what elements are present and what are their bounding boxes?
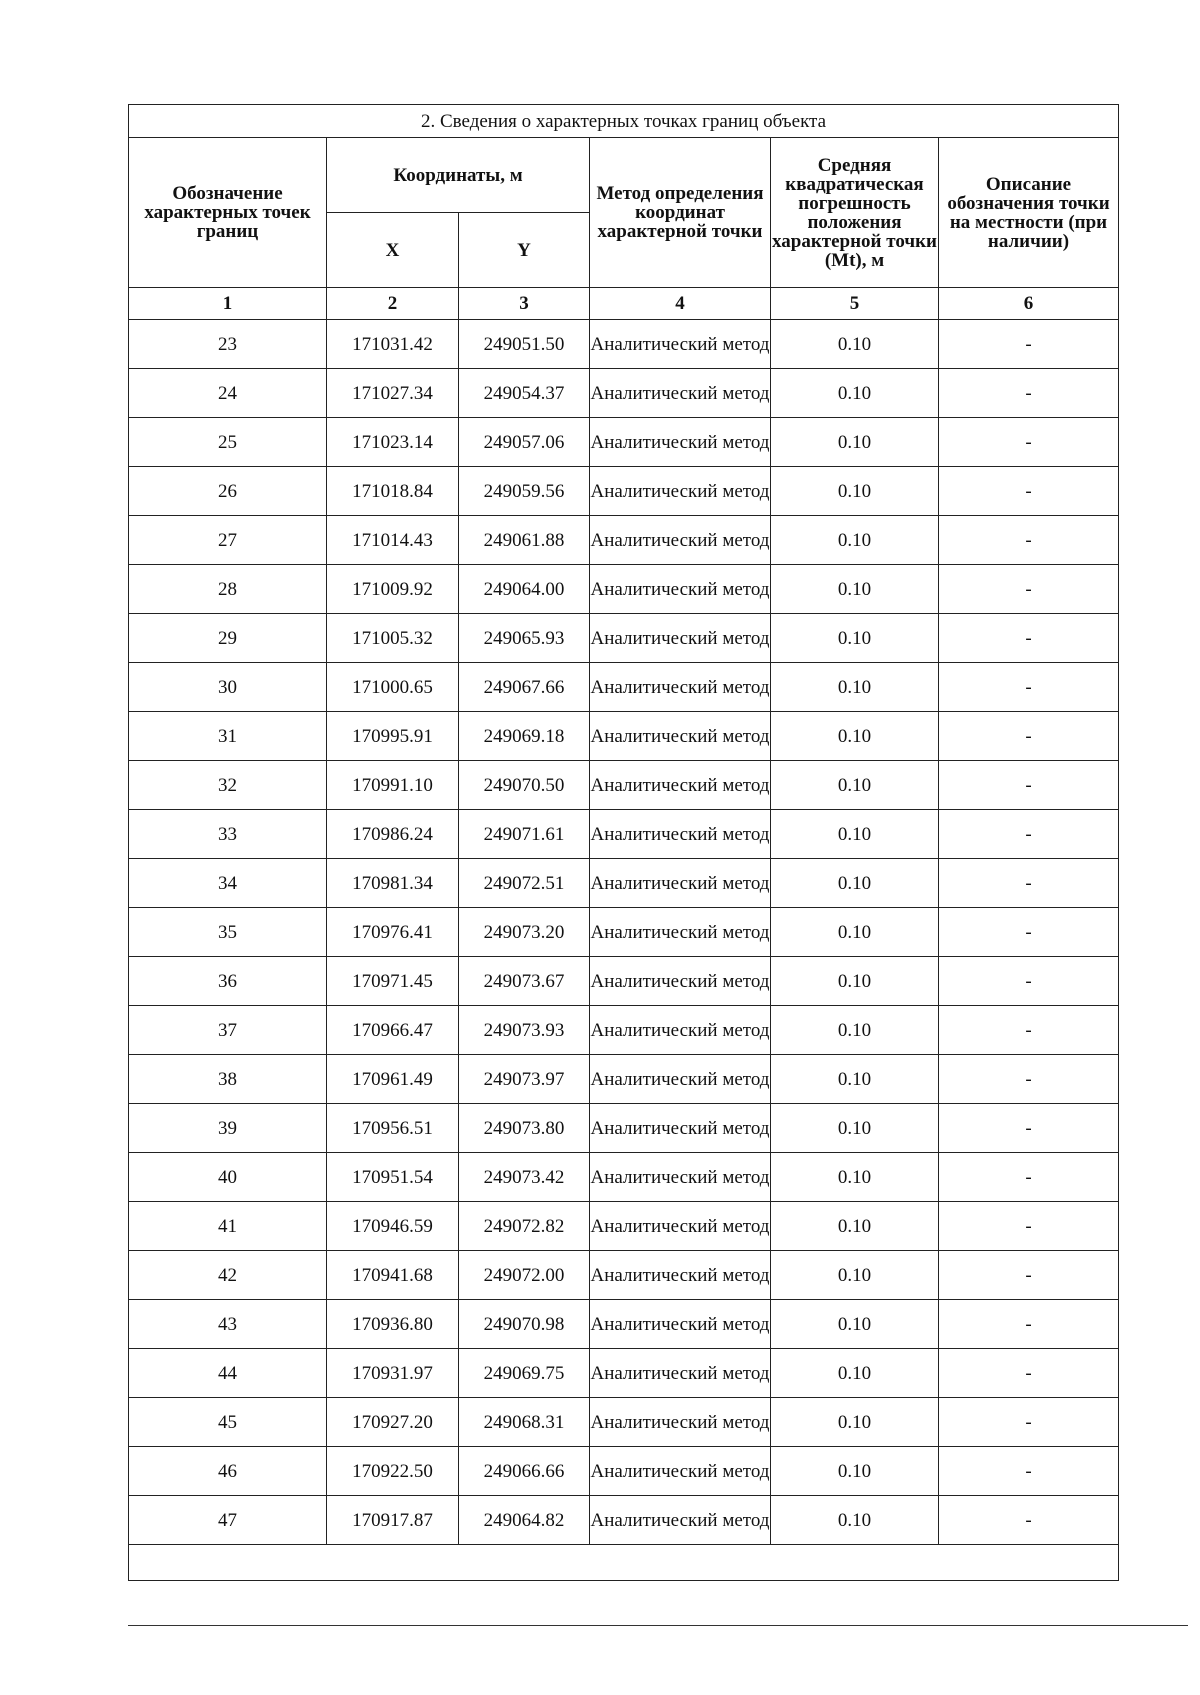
mean-error-cell: 0.10 [771,663,939,712]
mean-error-cell: 0.10 [771,516,939,565]
mean-error-cell: 0.10 [771,810,939,859]
point-number-cell: 33 [129,810,327,859]
column-number: 3 [459,288,590,320]
point-number-cell: 29 [129,614,327,663]
method-cell: Аналитический метод [590,1349,771,1398]
point-number-cell: 25 [129,418,327,467]
method-cell: Аналитический метод [590,369,771,418]
table-row [129,1349,1119,1398]
footer-rule [128,1625,1188,1626]
description-cell: - [939,712,1119,761]
method-cell: Аналитический метод [590,320,771,369]
point-number-cell: 35 [129,908,327,957]
table-row [129,1251,1119,1300]
x-coordinate-cell: 170991.10 [327,761,459,810]
method-cell: Аналитический метод [590,1447,771,1496]
method-cell: Аналитический метод [590,614,771,663]
point-number-cell: 41 [129,1202,327,1251]
table-row [129,908,1119,957]
mean-error-cell: 0.10 [771,1055,939,1104]
column-number: 1 [129,288,327,320]
point-number-cell: 34 [129,859,327,908]
x-coordinate-cell: 170956.51 [327,1104,459,1153]
mean-error-cell: 0.10 [771,1300,939,1349]
description-cell: - [939,1398,1119,1447]
method-cell: Аналитический метод [590,1496,771,1545]
mean-error-cell: 0.10 [771,761,939,810]
blank-cell [129,1545,1119,1581]
header-x: X [327,213,459,288]
y-coordinate-cell: 249059.56 [459,467,590,516]
header-y: Y [459,213,590,288]
method-cell: Аналитический метод [590,1300,771,1349]
x-coordinate-cell: 170951.54 [327,1153,459,1202]
x-coordinate-cell: 171031.42 [327,320,459,369]
description-cell: - [939,1447,1119,1496]
x-coordinate-cell: 170986.24 [327,810,459,859]
mean-error-cell: 0.10 [771,614,939,663]
description-cell: - [939,810,1119,859]
method-cell: Аналитический метод [590,859,771,908]
table-row [129,761,1119,810]
description-cell: - [939,1153,1119,1202]
mean-error-cell: 0.10 [771,369,939,418]
description-cell: - [939,614,1119,663]
x-coordinate-cell: 170966.47 [327,1006,459,1055]
mean-error-cell: 0.10 [771,1349,939,1398]
mean-error-cell: 0.10 [771,1398,939,1447]
point-number-cell: 43 [129,1300,327,1349]
y-coordinate-cell: 249066.66 [459,1447,590,1496]
method-cell: Аналитический метод [590,1104,771,1153]
method-cell: Аналитический метод [590,418,771,467]
x-coordinate-cell: 170946.59 [327,1202,459,1251]
mean-error-cell: 0.10 [771,418,939,467]
description-cell: - [939,1300,1119,1349]
description-cell: - [939,859,1119,908]
table-row [129,957,1119,1006]
header-point-designation: Обозначение характерных точек границ [129,138,327,288]
method-cell: Аналитический метод [590,565,771,614]
x-coordinate-cell: 171027.34 [327,369,459,418]
table-row [129,1202,1119,1251]
table-row [129,1496,1119,1545]
point-number-cell: 42 [129,1251,327,1300]
description-cell: - [939,908,1119,957]
method-cell: Аналитический метод [590,761,771,810]
point-number-cell: 46 [129,1447,327,1496]
y-coordinate-cell: 249067.66 [459,663,590,712]
y-coordinate-cell: 249070.98 [459,1300,590,1349]
description-cell: - [939,418,1119,467]
x-coordinate-cell: 170936.80 [327,1300,459,1349]
y-coordinate-cell: 249064.82 [459,1496,590,1545]
column-number: 5 [771,288,939,320]
y-coordinate-cell: 249051.50 [459,320,590,369]
table-row [129,810,1119,859]
y-coordinate-cell: 249069.75 [459,1349,590,1398]
point-number-cell: 28 [129,565,327,614]
table-row [129,1104,1119,1153]
y-coordinate-cell: 249070.50 [459,761,590,810]
column-number: 4 [590,288,771,320]
point-number-cell: 27 [129,516,327,565]
y-coordinate-cell: 249073.97 [459,1055,590,1104]
x-coordinate-cell: 171005.32 [327,614,459,663]
description-cell: - [939,1104,1119,1153]
point-number-cell: 26 [129,467,327,516]
table-row [129,614,1119,663]
method-cell: Аналитический метод [590,663,771,712]
table-row [129,320,1119,369]
table-row [129,1153,1119,1202]
point-number-cell: 39 [129,1104,327,1153]
method-cell: Аналитический метод [590,908,771,957]
x-coordinate-cell: 171023.14 [327,418,459,467]
table-row [129,467,1119,516]
section-title: 2. Сведения о характерных точках границ объекта [129,105,1119,138]
y-coordinate-cell: 249072.82 [459,1202,590,1251]
point-number-cell: 37 [129,1006,327,1055]
method-cell: Аналитический метод [590,1055,771,1104]
y-coordinate-cell: 249061.88 [459,516,590,565]
x-coordinate-cell: 170976.41 [327,908,459,957]
y-coordinate-cell: 249073.80 [459,1104,590,1153]
mean-error-cell: 0.10 [771,320,939,369]
x-coordinate-cell: 171000.65 [327,663,459,712]
header-method: Метод определения координат характерной точки [590,138,771,288]
description-cell: - [939,1251,1119,1300]
y-coordinate-cell: 249073.93 [459,1006,590,1055]
mean-error-cell: 0.10 [771,859,939,908]
description-cell: - [939,1349,1119,1398]
mean-error-cell: 0.10 [771,1202,939,1251]
description-cell: - [939,1496,1119,1545]
point-number-cell: 38 [129,1055,327,1104]
mean-error-cell: 0.10 [771,1104,939,1153]
y-coordinate-cell: 249069.18 [459,712,590,761]
column-numbers-row [129,288,1119,320]
mean-error-cell: 0.10 [771,565,939,614]
description-cell: - [939,565,1119,614]
table-body [129,320,1119,1545]
mean-error-cell: 0.10 [771,908,939,957]
point-number-cell: 44 [129,1349,327,1398]
method-cell: Аналитический метод [590,712,771,761]
method-cell: Аналитический метод [590,1251,771,1300]
x-coordinate-cell: 171014.43 [327,516,459,565]
mean-error-cell: 0.10 [771,1153,939,1202]
method-cell: Аналитический метод [590,1006,771,1055]
table-row [129,516,1119,565]
description-cell: - [939,320,1119,369]
table-row [129,418,1119,467]
description-cell: - [939,516,1119,565]
method-cell: Аналитический метод [590,467,771,516]
description-cell: - [939,761,1119,810]
point-number-cell: 40 [129,1153,327,1202]
y-coordinate-cell: 249072.00 [459,1251,590,1300]
blank-row [129,1545,1119,1581]
y-coordinate-cell: 249065.93 [459,614,590,663]
point-number-cell: 31 [129,712,327,761]
point-number-cell: 32 [129,761,327,810]
description-cell: - [939,957,1119,1006]
y-coordinate-cell: 249057.06 [459,418,590,467]
description-cell: - [939,1006,1119,1055]
point-number-cell: 45 [129,1398,327,1447]
x-coordinate-cell: 170981.34 [327,859,459,908]
table-row [129,565,1119,614]
y-coordinate-cell: 249073.42 [459,1153,590,1202]
point-number-cell: 23 [129,320,327,369]
x-coordinate-cell: 170941.68 [327,1251,459,1300]
y-coordinate-cell: 249071.61 [459,810,590,859]
mean-error-cell: 0.10 [771,712,939,761]
description-cell: - [939,1202,1119,1251]
table-row [129,1447,1119,1496]
mean-error-cell: 0.10 [771,1006,939,1055]
point-number-cell: 36 [129,957,327,1006]
point-number-cell: 47 [129,1496,327,1545]
method-cell: Аналитический метод [590,1153,771,1202]
header-description: Описание обозначения точки на местности (при наличии) [939,138,1119,288]
table-row [129,712,1119,761]
header-coordinates: Координаты, м [327,138,590,213]
description-cell: - [939,467,1119,516]
mean-error-cell: 0.10 [771,957,939,1006]
boundary-points-table [128,104,1119,1581]
x-coordinate-cell: 170971.45 [327,957,459,1006]
mean-error-cell: 0.10 [771,1251,939,1300]
x-coordinate-cell: 170931.97 [327,1349,459,1398]
y-coordinate-cell: 249073.67 [459,957,590,1006]
x-coordinate-cell: 170927.20 [327,1398,459,1447]
y-coordinate-cell: 249073.20 [459,908,590,957]
table-row [129,1055,1119,1104]
method-cell: Аналитический метод [590,1398,771,1447]
point-number-cell: 30 [129,663,327,712]
x-coordinate-cell: 170961.49 [327,1055,459,1104]
method-cell: Аналитический метод [590,1202,771,1251]
column-number: 6 [939,288,1119,320]
description-cell: - [939,1055,1119,1104]
table-row [129,859,1119,908]
column-number: 2 [327,288,459,320]
method-cell: Аналитический метод [590,516,771,565]
table-row [129,1006,1119,1055]
description-cell: - [939,369,1119,418]
y-coordinate-cell: 249072.51 [459,859,590,908]
x-coordinate-cell: 170995.91 [327,712,459,761]
table-row [129,663,1119,712]
y-coordinate-cell: 249054.37 [459,369,590,418]
header-mean-error: Средняя квадратическая погрешность положения характерной точки (Mt), м [771,138,939,288]
table-row [129,1300,1119,1349]
point-number-cell: 24 [129,369,327,418]
x-coordinate-cell: 171009.92 [327,565,459,614]
y-coordinate-cell: 249068.31 [459,1398,590,1447]
mean-error-cell: 0.10 [771,467,939,516]
x-coordinate-cell: 170917.87 [327,1496,459,1545]
mean-error-cell: 0.10 [771,1496,939,1545]
x-coordinate-cell: 171018.84 [327,467,459,516]
mean-error-cell: 0.10 [771,1447,939,1496]
y-coordinate-cell: 249064.00 [459,565,590,614]
method-cell: Аналитический метод [590,810,771,859]
method-cell: Аналитический метод [590,957,771,1006]
description-cell: - [939,663,1119,712]
x-coordinate-cell: 170922.50 [327,1447,459,1496]
table-row [129,1398,1119,1447]
table-row [129,369,1119,418]
